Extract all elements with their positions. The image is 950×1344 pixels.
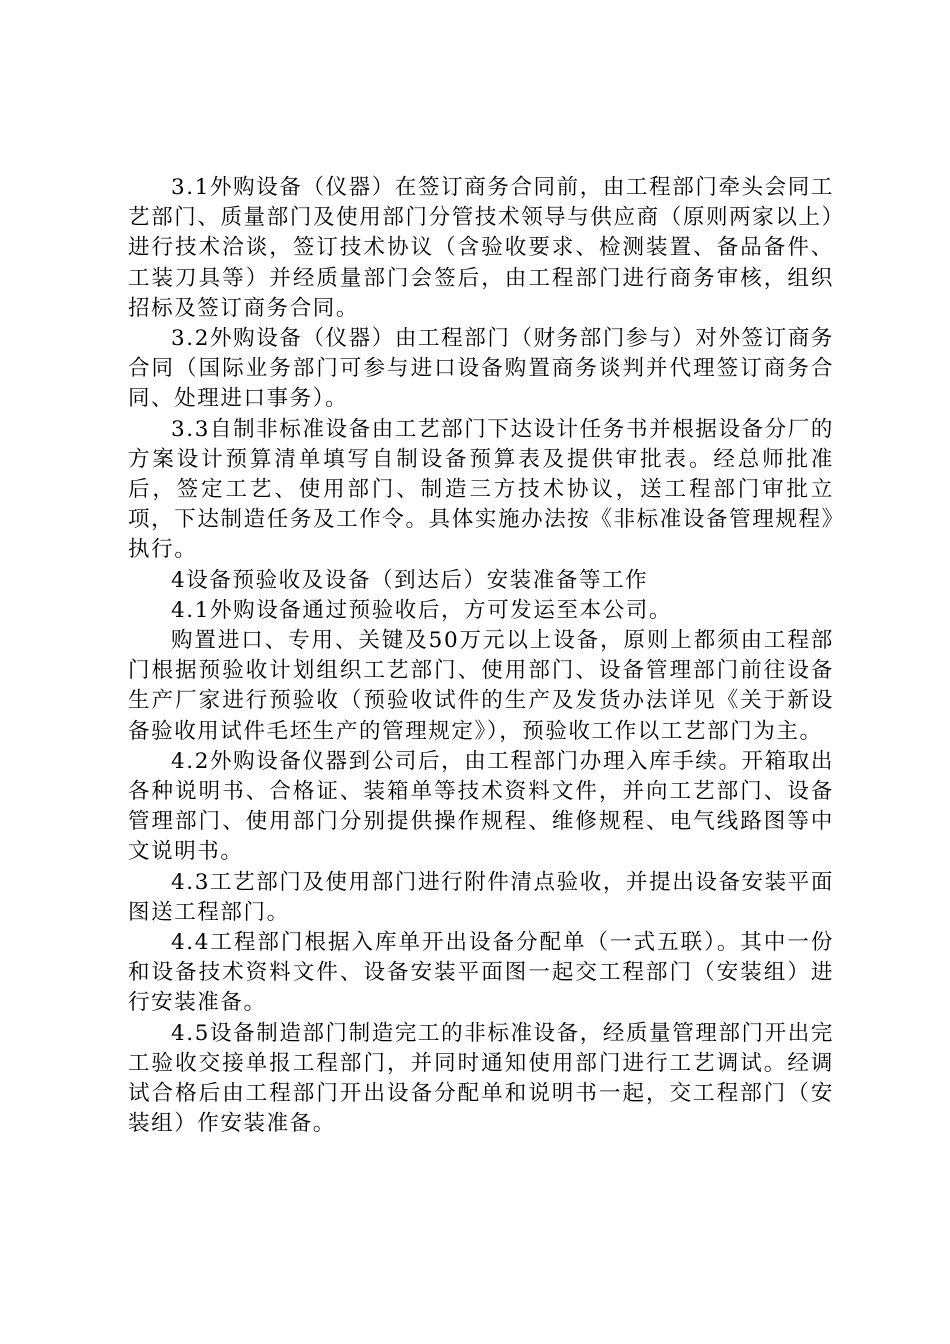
paragraph-4-2: 4.2外购设备仪器到公司后，由工程部门办理入库手续。开箱取出各种说明书、合格证、装箱单等技术资料文件，并向工艺部门、设备管理部门、使用部门分别提供操作规程、维修规程、电气线路图等中文说明书。 xyxy=(128,748,834,865)
section-heading-4: 4设备预验收及设备（到达后）安装准备等工作 xyxy=(171,567,649,593)
paragraph-4-1-detail: 购置进口、专用、关键及50万元以上设备，原则上都须由工程部门根据预验收计划组织工艺部门、使用部门、设备管理部门前往设备生产厂家进行预验收（预验收试件的生产及发货办法详见《关于新设备验收用试件毛坯生产的管理规定》），预验收工作以工艺部门为主。 xyxy=(128,628,834,744)
paragraph-4-3: 4.3工艺部门及使用部门进行附件清点验收，并提出设备安装平面图送工程部门。 xyxy=(128,869,834,925)
paragraph-3-1: 3.1外购设备（仪器）在签订商务合同前，由工程部门牵头会同工艺部门、质量部门及使用部门分管技术领导与供应商（原则两家以上）进行技术洽谈，签订技术协议（含验收要求、检测装置、备品备件、工装刀具等）并经质量部门会签后，由工程部门进行商务审核，组织招标及签订商务合同。 xyxy=(128,175,834,321)
paragraph-3-2: 3.2外购设备（仪器）由工程部门（财务部门参与）对外签订商务合同（国际业务部门可参与进口设备购置商务谈判并代理签订商务合同、处理进口事务）。 xyxy=(128,326,834,412)
paragraph-4-4: 4.4工程部门根据入库单开出设备分配单（一式五联）。其中一份和设备技术资料文件、设备安装平面图一起交工程部门（安装组）进行安装准备。 xyxy=(128,930,834,1016)
document-body xyxy=(128,173,834,1140)
paragraph-3-3: 3.3自制非标准设备由工艺部门下达设计任务书并根据设备分厂的方案设计预算清单填写自制设备预算表及提供审批表。经总师批准后，签定工艺、使用部门、制造三方技术协议，送工程部门审批立项，下达制造任务及工作令。具体实施办法按《非标准设备管理规程》执行。 xyxy=(128,416,834,563)
paragraph-4-5: 4.5设备制造部门制造完工的非标准设备，经质量管理部门开出完工验收交接单报工程部门，并同时通知使用部门进行工艺调试。经调试合格后由工程部门开出设备分配单和说明书一起，交工程部门（安装组）作安装准备。 xyxy=(128,1020,834,1137)
paragraph-4-1: 4.1外购设备通过预验收后，方可发运至本公司。 xyxy=(171,597,672,623)
